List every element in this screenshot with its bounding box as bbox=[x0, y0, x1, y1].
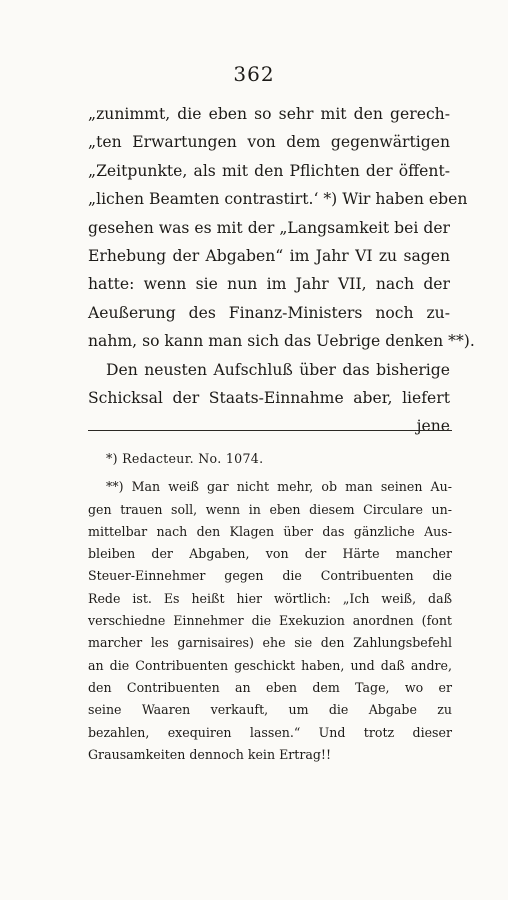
footnote-2-line: an die Contribuenten geschickt haben, und daß andre, bbox=[88, 657, 452, 673]
footnote-2-line: seine Waaren verkauft, um die Abgabe zu bbox=[88, 702, 452, 718]
text-line: Aeußerung des Finanz-Ministers noch zu- bbox=[88, 303, 450, 322]
text-line: Den neusten Aufschluß über das bisherige bbox=[106, 360, 450, 379]
text-line: gesehen was es mit der „Langsamkeit bei der bbox=[88, 218, 450, 237]
footnote-2-line: mittelbar nach den Klagen über das gänzliche Aus- bbox=[88, 523, 452, 539]
text-line: Schicksal der Staats-Einnahme aber, liefert bbox=[88, 388, 450, 407]
footnote-2-line: Grausamkeiten dennoch kein Ertrag!! bbox=[88, 746, 332, 762]
text-line: „lichen Beamten contrastirt.‘ *) Wir haben eben bbox=[88, 190, 468, 209]
text-line: „Zeitpunkte, als mit den Pflichten der öffent- bbox=[88, 161, 450, 180]
footnote-2-line: den Contribuenten an eben dem Tage, wo er bbox=[88, 679, 452, 695]
text-line: nahm, so kann man sich das Uebrige denken **). bbox=[88, 332, 475, 351]
footnote-2-line: bleiben der Abgaben, von der Härte mancher bbox=[88, 546, 452, 562]
footnote-divider bbox=[88, 430, 452, 431]
footnotes-block bbox=[88, 448, 452, 766]
footnote-2-line: Steuer-Einnehmer gegen die Contribuenten die bbox=[88, 568, 452, 584]
footnote-1: *) Redacteur. No. 1074. bbox=[106, 451, 264, 466]
footnote-2-line: marcher les garnisaires) ehe sie den Zahlungsbefehl bbox=[88, 635, 452, 651]
footnote-2-line: **) Man weiß gar nicht mehr, ob man seinen Au- bbox=[106, 479, 452, 495]
footnote-2-line: bezahlen, exequiren lassen.“ Und trotz dieser bbox=[88, 724, 452, 740]
text-line: „zunimmt, die eben so sehr mit den gerech- bbox=[88, 105, 450, 123]
text-line: hatte: wenn sie nun im Jahr VII, nach der bbox=[88, 275, 450, 294]
footnote-2-line: gen trauen soll, wenn in eben diesem Circulare un- bbox=[88, 501, 452, 517]
catchword: jene bbox=[416, 417, 450, 436]
text-line: Erhebung der Abgaben“ im Jahr VI zu sagen bbox=[88, 246, 450, 265]
footnote-2-line: Rede ist. Es heißt hier wörtlich: „Ich weiß, daß bbox=[88, 590, 452, 606]
page-number: 362 bbox=[233, 62, 275, 86]
footnote-2-line: verschiedne Einnehmer die Exekuzion anordnen (font bbox=[88, 613, 452, 629]
text-line: „ten Erwartungen von dem gegenwärtigen bbox=[88, 133, 450, 152]
main-text-block bbox=[88, 100, 475, 441]
